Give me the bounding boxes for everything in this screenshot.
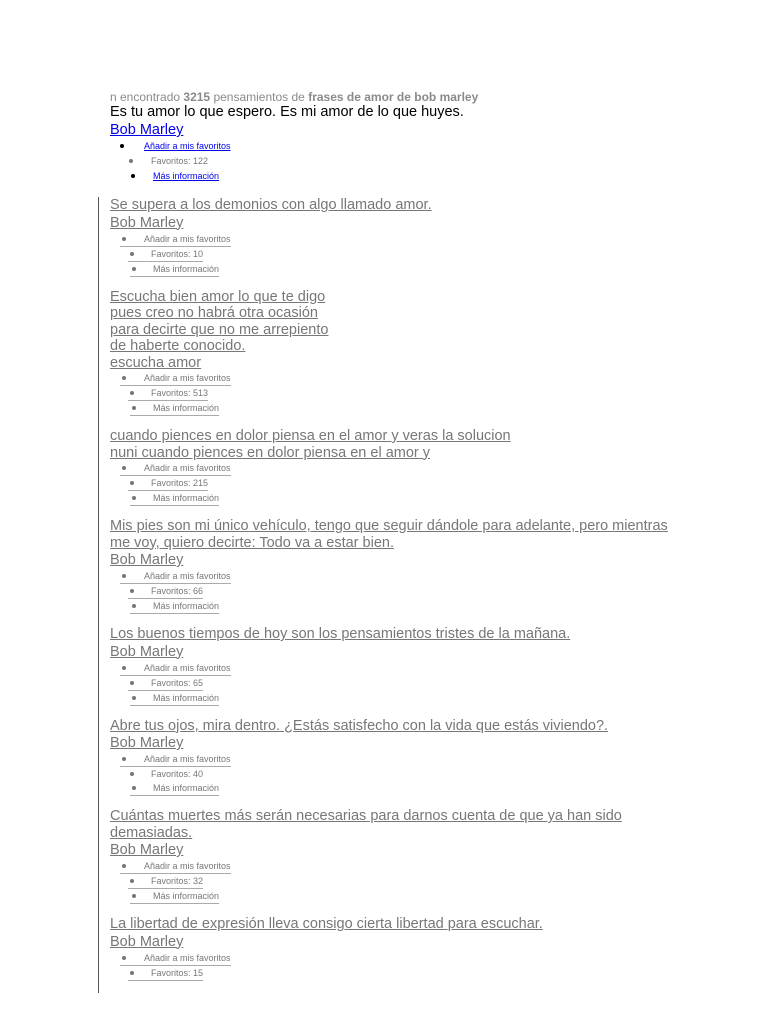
quote-line[interactable]: Escucha bien amor lo que te digo — [110, 288, 326, 305]
add-favorite-link[interactable]: Añadir a mis favoritos — [120, 951, 231, 966]
favorites-count: Favoritos: 10 — [128, 247, 203, 262]
quote-meta — [110, 661, 710, 706]
quote-entry — [110, 916, 710, 981]
author-link[interactable]: Bob Marley — [110, 643, 184, 660]
author-link[interactable]: Bob Marley — [110, 735, 184, 751]
quote-line[interactable]: Se supera a los demonios con algo llamado amor. — [110, 197, 432, 213]
quote-meta — [110, 371, 710, 416]
quote-text[interactable] — [110, 197, 710, 214]
search-query: frases de amor de bob marley — [308, 90, 479, 104]
quote-line[interactable]: nuni cuando piences en dolor piensa en el amor y — [110, 444, 431, 461]
more-info-link[interactable]: Más información — [130, 599, 219, 614]
add-favorite-link[interactable]: Añadir a mis favoritos — [120, 461, 231, 476]
quote-line[interactable]: pues creo no habrá otra ocasión — [110, 305, 318, 321]
results-header — [110, 90, 710, 184]
quote-entry — [110, 808, 710, 904]
quote-entry — [110, 289, 710, 417]
author-link[interactable]: Bob Marley — [110, 214, 184, 231]
quote-line[interactable]: Cuántas muertes más serán necesarias para darnos cuenta de que ya han sido — [110, 808, 622, 824]
quote-line[interactable]: La libertad de expresión lleva consigo cierta libertad para escuchar. — [110, 916, 543, 932]
summary-middle: pensamientos de — [213, 90, 305, 104]
results-summary — [110, 90, 710, 104]
quote-meta — [110, 461, 710, 506]
meta-favorites-count — [110, 154, 710, 169]
quote-text[interactable] — [110, 289, 710, 372]
favorites-count: Favoritos: 65 — [128, 676, 203, 691]
quote-list — [98, 197, 710, 993]
add-favorite-link[interactable]: Añadir a mis favoritos — [120, 752, 231, 767]
add-favorite-link[interactable]: Añadir a mis favoritos — [144, 141, 231, 151]
favorites-count: Favoritos: 122 — [151, 156, 209, 166]
add-favorite-link[interactable]: Añadir a mis favoritos — [120, 569, 231, 584]
quote-text[interactable] — [110, 916, 710, 933]
quote-text[interactable] — [110, 718, 710, 735]
more-info-link[interactable]: Más información — [130, 401, 219, 416]
quote-meta — [110, 752, 710, 796]
quote-text[interactable] — [110, 626, 710, 643]
more-info-link[interactable]: Más información — [130, 491, 219, 506]
favorites-count: Favoritos: 40 — [128, 767, 203, 781]
author-link[interactable]: Bob Marley — [110, 552, 184, 568]
quote-line[interactable]: de haberte conocido. — [110, 338, 246, 354]
quote-text[interactable] — [110, 808, 710, 841]
favorites-count: Favoritos: 32 — [128, 874, 203, 889]
quote-line[interactable]: Abre tus ojos, mira dentro. ¿Estás satisfecho con la vida que estás viviendo?. — [110, 717, 609, 734]
quote-line[interactable]: Mis pies son mi único vehículo, tengo que seguir dándole para adelante, pero mientras — [110, 518, 668, 534]
quote-line[interactable]: Los buenos tiempos de hoy son los pensamientos tristes de la mañana. — [110, 626, 571, 642]
author-link[interactable]: Bob Marley — [110, 842, 184, 858]
first-quote-text: Es tu amor lo que espero. Es mi amor de lo que huyes. — [110, 104, 464, 120]
quote-text[interactable] — [110, 518, 710, 551]
results-count: 3215 — [183, 90, 211, 104]
first-quote-meta — [110, 139, 710, 184]
quote-line[interactable]: me voy, quiero decirte: Todo va a estar bien. — [110, 534, 394, 551]
favorites-count: Favoritos: 66 — [128, 584, 203, 599]
quote-entry — [110, 518, 710, 614]
more-info-link[interactable]: Más información — [153, 171, 220, 181]
add-favorite-link[interactable]: Añadir a mis favoritos — [120, 232, 231, 247]
more-info-link[interactable]: Más información — [130, 262, 219, 277]
favorites-count: Favoritos: 215 — [128, 476, 208, 491]
quote-meta — [110, 951, 710, 981]
quote-entry — [110, 197, 710, 277]
summary-prefix: n encontrado — [110, 90, 181, 104]
meta-more-info — [110, 169, 710, 184]
quote-meta — [110, 859, 710, 904]
author-link[interactable]: Bob Marley — [110, 933, 184, 950]
more-info-link[interactable]: Más información — [130, 781, 219, 796]
quote-meta — [110, 569, 710, 614]
meta-add-favorite — [110, 139, 710, 154]
quote-text[interactable] — [110, 428, 710, 461]
quote-line[interactable]: escucha amor — [110, 354, 202, 371]
add-favorite-link[interactable]: Añadir a mis favoritos — [120, 371, 231, 386]
quote-meta — [110, 232, 710, 277]
favorites-count: Favoritos: 15 — [128, 966, 203, 981]
quote-entry — [110, 718, 710, 797]
quote-entry — [110, 626, 710, 706]
more-info-link[interactable]: Más información — [130, 889, 219, 904]
quote-line[interactable]: cuando piences en dolor piensa en el amor y veras la solucion — [110, 428, 511, 444]
quote-line[interactable]: demasiadas. — [110, 824, 193, 841]
add-favorite-link[interactable]: Añadir a mis favoritos — [120, 661, 231, 676]
quote-entry — [110, 428, 710, 506]
first-author-link[interactable]: Bob Marley — [110, 122, 184, 138]
more-info-link[interactable]: Más información — [130, 691, 219, 706]
favorites-count: Favoritos: 513 — [128, 386, 208, 401]
quote-line[interactable]: para decirte que no me arrepiento — [110, 321, 329, 338]
add-favorite-link[interactable]: Añadir a mis favoritos — [120, 859, 231, 874]
